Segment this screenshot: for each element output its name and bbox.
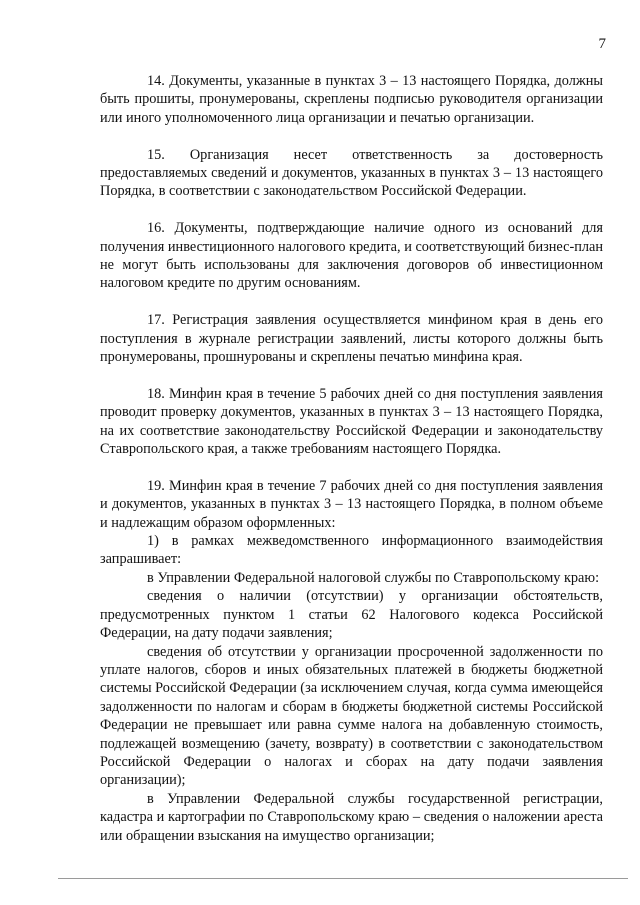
paragraph-19: 19. Минфин края в течение 7 рабочих дней со дня поступления заявления и документов, указанных в пунктах 3 – 13 настоящего Порядка, в полном объеме и надлежащим образом оформленных:: [100, 477, 603, 531]
document-body: [100, 72, 603, 845]
paragraph-circumstances-info: сведения о наличии (отсутствии) у организации обстоятельств, предусмотренных пунктом 1 статьи 62 Налогового кодекса Российской Федерации, на дату подачи заявления;: [100, 588, 603, 642]
paragraph-17: 17. Регистрация заявления осуществляется минфином края в день его поступления в журнале регистрации заявлений, листы которого должны быть пронумерованы, прошнурованы и скреплены печатью минфина края.: [100, 312, 603, 366]
paragraph-19-item-1: 1) в рамках межведомственного информационного взаимодействия запрашивает:: [100, 533, 603, 568]
page-number: 7: [598, 36, 606, 52]
paragraph-15: 15. Организация несет ответственность за достоверность предоставляемых сведений и документов, указанных в пунктах 3 – 13 настоящего Порядка, в соответствии с законодательством Российской Федерации.: [100, 146, 603, 200]
bottom-divider: [58, 878, 628, 879]
paragraph-rosreestr-request: в Управлении Федеральной службы государственной регистрации, кадастра и картографии по Ставропольскому краю – сведения о наложении ареста или обращении взыскания на имущество организации;: [100, 790, 603, 844]
paragraph-16: 16. Документы, подтверждающие наличие одного из оснований для получения инвестиционного налогового кредита, и соответствующий бизнес-план не могут быть использованы для заключения договоров об инвестиционном налоговом кредите по другим основаниям.: [100, 220, 603, 292]
paragraph-fns-request: в Управлении Федеральной налоговой службы по Ставропольскому краю:: [147, 569, 600, 586]
paragraph-debt-info: сведения об отсутствии у организации просроченной задолженности по уплате налогов, сборов и иных обязательных платежей в бюджеты бюджетной системы Российской Федерации (за исключением случая, когда сумма имеющейся задолженности по налогам и сборам в бюджеты бюджетной системы Российской Федерации не превышает или равна сумме налога на добавленную стоимость, подлежащей возмещению (зачету, возврату) в соответствии с законодательством Российской Федерации о налогах и сборах на дату подачи заявления организации);: [100, 643, 603, 789]
paragraph-14: 14. Документы, указанные в пунктах 3 – 13 настоящего Порядка, должны быть прошиты, пронумерованы, скреплены подписью руководителя организации или иного уполномоченного лица организации и печатью организации.: [100, 73, 603, 126]
paragraph-18: 18. Минфин края в течение 5 рабочих дней со дня поступления заявления проводит проверку документов, указанных в пунктах 3 – 13 настоящего Порядка, на их соответствие законодательству Российской Федерации и законодательству Ставропольского края, а также требованиям настоящего Порядка.: [100, 385, 603, 458]
